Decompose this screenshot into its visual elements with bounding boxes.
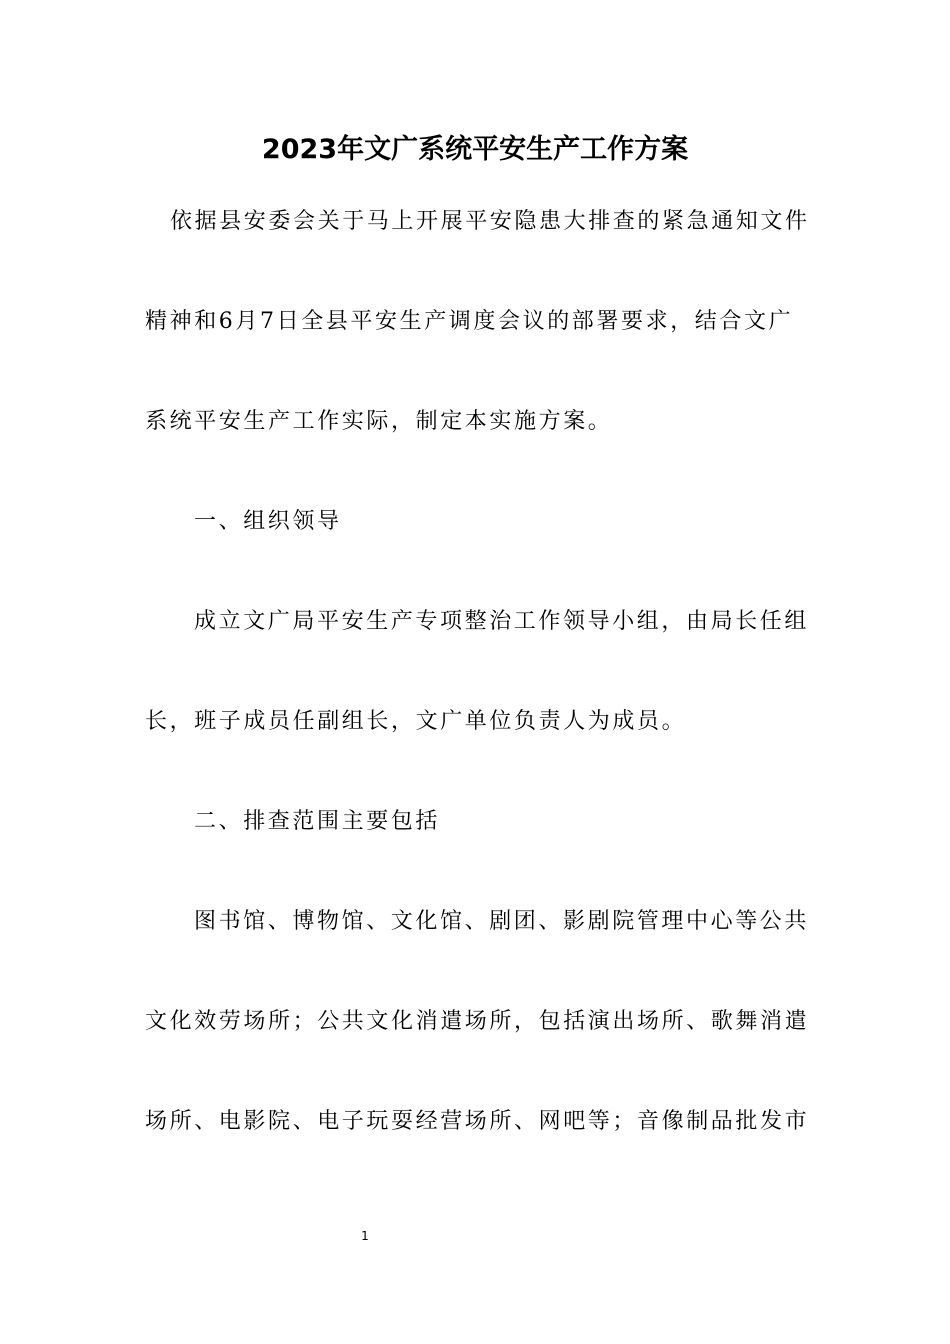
paragraph-scope-line-2: 文化效劳场所；公共文化消遣场所，包括演出场所、歌舞消遣 bbox=[145, 1009, 810, 1034]
paragraph-organization-line-2: 长，班子成员任副组长，文广单位负责人为成员。 bbox=[145, 709, 687, 734]
document-title: 2023年文广系统平安生产工作方案 bbox=[261, 134, 689, 165]
paragraph-intro-line-1: 依据县安委会关于马上开展平安隐患大排查的紧急通知文件 bbox=[170, 209, 810, 234]
section-heading-scope: 二、排查范围主要包括 bbox=[194, 809, 441, 834]
paragraph-scope-line-1: 图书馆、博物馆、文化馆、剧团、影剧院管理中心等公共 bbox=[194, 909, 810, 934]
section-heading-organization: 一、组织领导 bbox=[194, 509, 342, 534]
page-number: 1 bbox=[361, 1229, 369, 1243]
paragraph-organization-line-1: 成立文广局平安生产专项整治工作领导小组，由局长任组 bbox=[194, 609, 810, 634]
paragraph-intro-line-3: 系统平安生产工作实际，制定本实施方案。 bbox=[145, 409, 613, 434]
paragraph-intro-line-2: 精神和6月7日全县平安生产调度会议的部署要求，结合文广 bbox=[145, 309, 794, 334]
paragraph-scope-line-3: 场所、电影院、电子玩耍经营场所、网吧等；音像制品批发市 bbox=[145, 1109, 810, 1134]
